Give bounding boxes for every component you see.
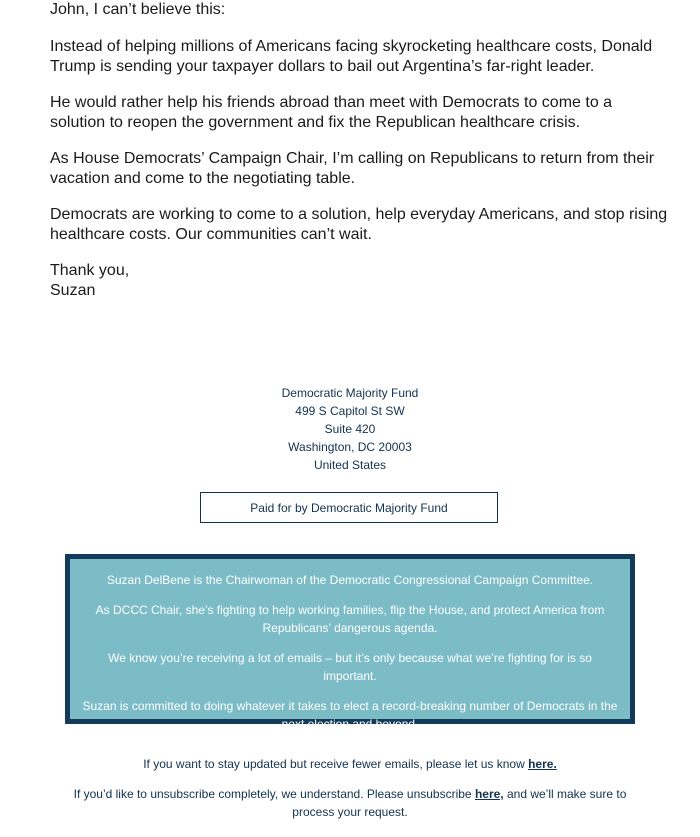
bio-line: As DCCC Chair, she’s fighting to help working families, flip the House, and protect America from Republicans’ dangerous agenda.: [95, 603, 605, 635]
unsubscribe-text: If you’d like to unsubscribe completely, we understand. Please unsubscribe: [73, 787, 475, 801]
letter-paragraph: As House Democrats’ Campaign Chair, I’m calling on Republicans to return from their vacation and come to the negotiating table.: [50, 150, 655, 187]
paid-for-text: Paid for by Democratic Majority Fund: [250, 500, 448, 515]
fewer-emails-link[interactable]: here.: [528, 757, 557, 771]
letter-paragraph: Democrats are working to come to a solution, help everyday Americans, and stop rising healthcare costs. Our communities can’t wait.: [50, 206, 668, 243]
address-street: 499 S Capitol St SW: [295, 404, 405, 418]
bio-line: We know you’re receiving a lot of emails – but it’s only because what we’re fighting for is so important.: [108, 651, 592, 683]
bio-line: Suzan is committed to doing whatever it takes to elect a record-breaking number of Democrats in the next election and beyond.: [82, 699, 618, 731]
greeting-line: John, I can’t believe this:: [50, 1, 226, 18]
footer-address: [0, 384, 700, 474]
closing-line: Thank you,: [50, 262, 130, 279]
bio-box: [65, 554, 635, 731]
signature-name: Suzan: [50, 282, 96, 299]
paid-for-disclaimer: [200, 492, 498, 523]
fewer-emails-line: [0, 755, 700, 773]
address-city: Washington, DC 20003: [288, 440, 412, 454]
org-name: Democratic Majority Fund: [281, 386, 419, 400]
letter-paragraph: He would rather help his friends abroad than meet with Democrats to come to a solution to reopen the government and fix the Republican healthcare crisis.: [50, 94, 613, 131]
fewer-emails-text: If you want to stay updated but receive fewer emails, please let us know: [143, 757, 529, 771]
unsubscribe-line: [0, 785, 700, 821]
signoff-block: [50, 261, 129, 301]
letter-paragraph: Instead of helping millions of Americans facing skyrocketing healthcare costs, Donald Trump is sending your taxpayer dollars to bail out Argentina’s far-right leader.: [50, 38, 653, 75]
address-country: United States: [313, 458, 387, 472]
address-suite: Suite 420: [324, 422, 376, 436]
unsubscribe-link[interactable]: here,: [474, 787, 504, 801]
bio-line: Suzan DelBene is the Chairwoman of the Democratic Congressional Campaign Committee.: [106, 573, 594, 587]
unsubscribe-text-after: and we’ll make sure to process your request.: [292, 787, 627, 819]
